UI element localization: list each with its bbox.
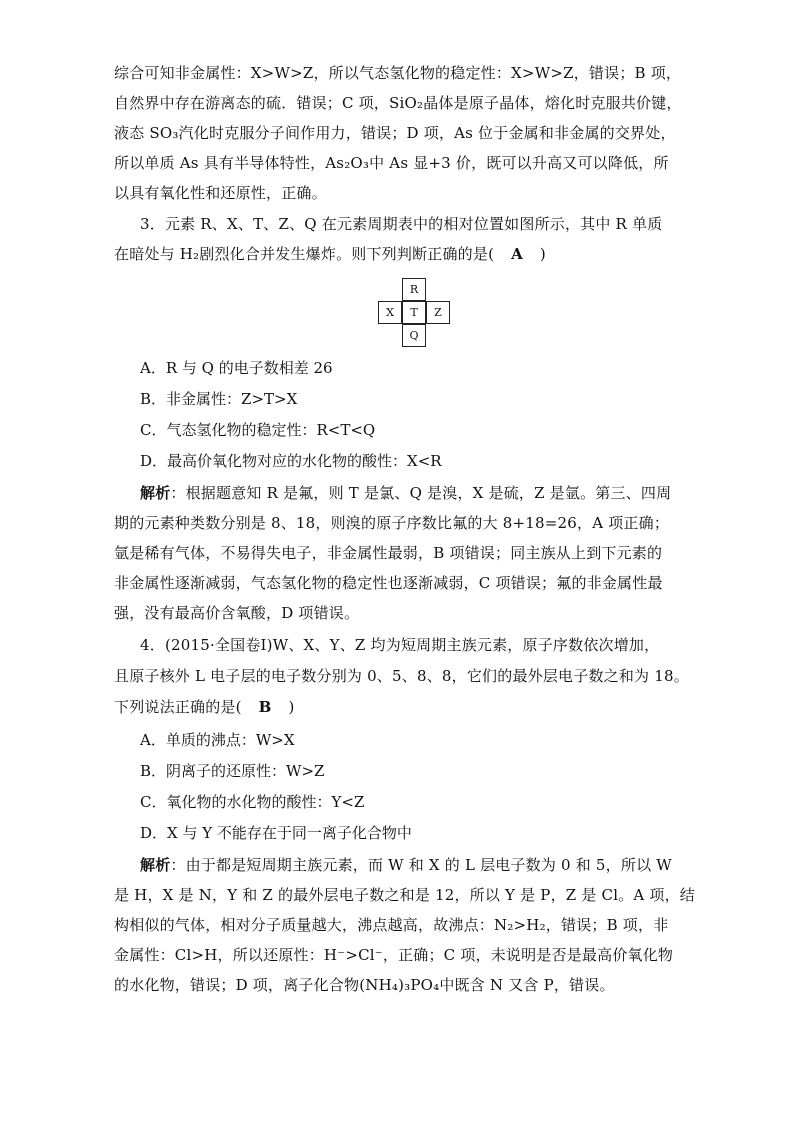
option-c: C．气态氢化物的稳定性：R<T<Q bbox=[140, 421, 376, 439]
stem-paren: ) bbox=[288, 698, 295, 716]
analysis-text: ：根据题意知 R 是氟，则 T 是氯、Q 是溴，X 是硫，Z 是氩。第三、四周 bbox=[170, 484, 672, 502]
analysis-line: 非金属性逐渐减弱，气态氢化物的稳定性也逐渐减弱，C 项错误；氟的非金属性最 bbox=[114, 574, 663, 592]
option-d: D．最高价氧化物对应的水化物的酸性：X<R bbox=[140, 452, 442, 470]
text-line: 自然界中存在游离态的硫．错误；C 项，SiO₂晶体是原子晶体，熔化时克服共价键， bbox=[114, 94, 682, 112]
analysis-line: 是 H，X 是 N，Y 和 Z 的最外层电子数之和是 12，所以 Y 是 P，Z 是 Cl。A 项，结 bbox=[114, 886, 696, 904]
element-cell-x: X bbox=[378, 301, 402, 324]
question-4-stem: 4．(2015·全国卷Ⅰ)W、X、Y、Z 均为短周期主族元素，原子序数依次增加， bbox=[140, 636, 660, 654]
question-4-stem-line3 bbox=[114, 697, 295, 717]
analysis-line: 强，没有最高价含氧酸，D 项错误。 bbox=[114, 604, 360, 622]
element-cell-q: Q bbox=[402, 324, 426, 347]
text-line: 综合可知非金属性：X>W>Z，所以气态氢化物的稳定性：X>W>Z，错误；B 项， bbox=[114, 64, 682, 82]
option-a: A．R 与 Q 的电子数相差 26 bbox=[140, 359, 333, 377]
periodic-table-figure bbox=[378, 278, 450, 346]
analysis-label: 解析 bbox=[140, 484, 171, 502]
analysis-text: ：由于都是短周期主族元素，而 W 和 X 的 L 层电子数为 0 和 5，所以 W bbox=[170, 856, 672, 874]
question-3-answer: A bbox=[511, 245, 523, 263]
text-line: 液态 SO₃汽化时克服分子间作用力，错误；D 项，As 位于金属和非金属的交界处， bbox=[114, 124, 676, 142]
text-line: 所以单质 As 具有半导体特性，As₂O₃中 As 显+3 价，既可以升高又可以降低，所 bbox=[114, 154, 669, 172]
stem-text: 下列说法正确的是( bbox=[114, 698, 242, 716]
analysis-line bbox=[140, 855, 672, 875]
question-3-stem-line2 bbox=[114, 244, 546, 264]
option-a: A．单质的沸点：W>X bbox=[140, 731, 295, 749]
element-cell-r: R bbox=[402, 278, 426, 301]
option-b: B．非金属性：Z>T>X bbox=[140, 390, 298, 408]
question-4-answer: B bbox=[258, 698, 272, 716]
stem-text: 在暗处与 H₂剧烈化合并发生爆炸。则下列判断正确的是( bbox=[114, 245, 495, 263]
option-b: B．阴离子的还原性：W>Z bbox=[140, 762, 325, 780]
element-cell-z: Z bbox=[426, 301, 450, 324]
analysis-line bbox=[140, 483, 671, 503]
question-4-stem-line2: 且原子核外 L 电子层的电子数分别为 0、5、8、8，它们的最外层电子数之和为 18。 bbox=[114, 667, 689, 685]
option-d: D．X 与 Y 不能存在于同一离子化合物中 bbox=[140, 824, 412, 842]
option-c: C．氧化物的水化物的酸性：Y<Z bbox=[140, 793, 365, 811]
analysis-line: 构相似的气体，相对分子质量越大，沸点越高，故沸点：N₂>H₂，错误；B 项，非 bbox=[114, 916, 669, 934]
question-3-stem: 3．元素 R、X、T、Z、Q 在元素周期表中的相对位置如图所示，其中 R 单质 bbox=[140, 215, 663, 233]
analysis-line: 期的元素种类数分别是 8、18，则溴的原子序数比氟的大 8+18=26，A 项正确； bbox=[114, 514, 670, 532]
analysis-line: 氩是稀有气体，不易得失电子，非金属性最弱，B 项错误；同主族从上到下元素的 bbox=[114, 544, 663, 562]
analysis-line: 的水化物，错误；D 项，离子化合物(NH₄)₃PO₄中既含 N 又含 P，错误。 bbox=[114, 976, 615, 994]
stem-paren: ) bbox=[539, 245, 546, 263]
element-cell-t: T bbox=[402, 301, 426, 324]
analysis-label: 解析 bbox=[140, 856, 171, 874]
text-line: 以具有氧化性和还原性，正确。 bbox=[114, 184, 327, 202]
analysis-line: 金属性：Cl>H，所以还原性：H⁻>Cl⁻，正确；C 项，未说明是否是最高价氧化物 bbox=[114, 946, 674, 964]
